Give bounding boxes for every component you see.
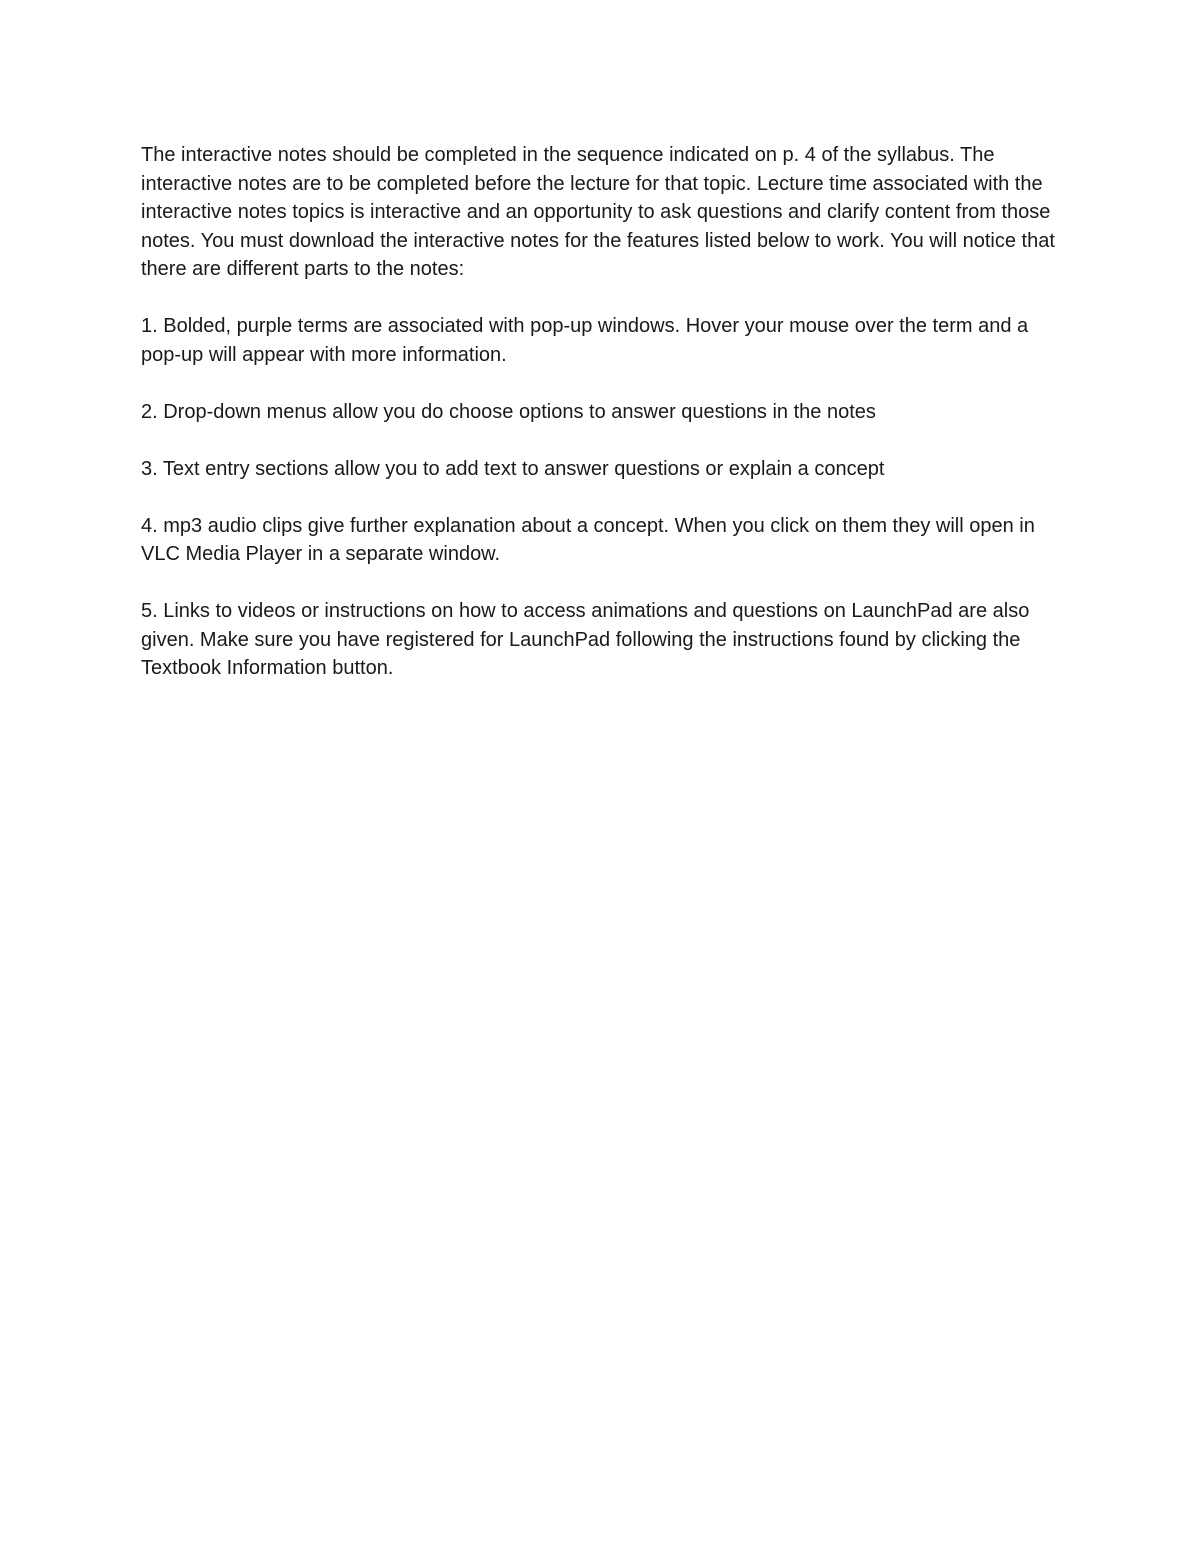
paragraph-spacer: [141, 483, 1071, 512]
list-item-5: 5. Links to videos or instructions on how to access animations and questions on LaunchPad are also given. Make sure you have registered for LaunchPad following the instructions found by clicking the Textbook Information button.: [141, 600, 1030, 679]
paragraph-spacer: [141, 284, 1071, 313]
list-item-4: 4. mp3 audio clips give further explanation about a concept. When you click on them they will open in VLC Media Player in a separate window.: [141, 514, 1035, 565]
list-item-2: 2. Drop-down menus allow you do choose options to answer questions in the notes: [141, 400, 876, 423]
paragraph-spacer: [141, 569, 1071, 598]
document-body: [141, 141, 1071, 683]
intro-paragraph: The interactive notes should be completed in the sequence indicated on p. 4 of the syllabus. The interactive notes are to be completed before the lecture for that topic. Lecture time associated with the interactive notes topics is interactive and an opportunity to ask questions and clarify content from those notes. You must download the interactive notes for the features listed below to work. You will notice that there are different parts to the notes:: [141, 144, 1055, 280]
paragraph-spacer: [141, 369, 1071, 398]
paragraph-spacer: [141, 426, 1071, 455]
list-item-1: 1. Bolded, purple terms are associated with pop-up windows. Hover your mouse over the term and a pop-up will appear with more information.: [141, 315, 1029, 366]
list-item-3: 3. Text entry sections allow you to add text to answer questions or explain a concept: [141, 457, 885, 480]
